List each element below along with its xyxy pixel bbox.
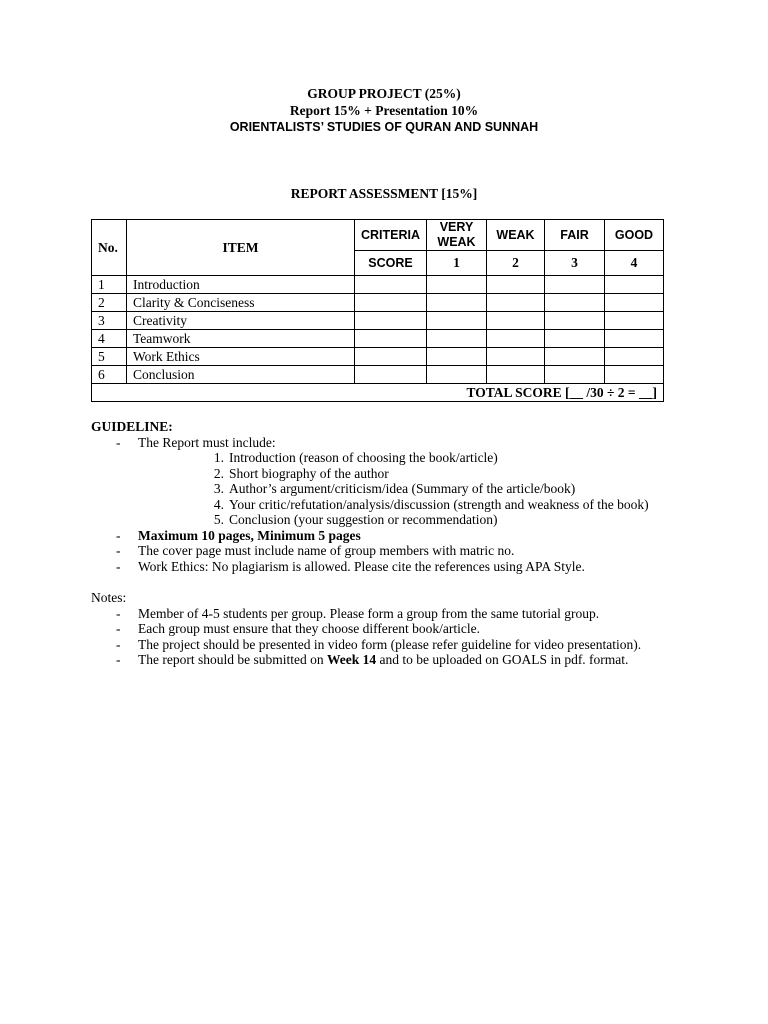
project-title: GROUP PROJECT (25%) xyxy=(307,86,461,101)
list-item xyxy=(91,450,731,466)
bullet-dash: - xyxy=(116,621,121,636)
table-row xyxy=(92,276,664,294)
project-weighting: Report 15% + Presentation 10% xyxy=(289,103,479,118)
bullet-dash: - xyxy=(116,636,121,652)
score-cell[interactable] xyxy=(545,330,605,348)
list-item xyxy=(91,497,731,513)
score-cell[interactable] xyxy=(487,348,545,366)
criteria-cell xyxy=(355,276,427,294)
table-row xyxy=(92,348,664,366)
score-value-4: 4 xyxy=(605,251,664,276)
row-number: 4 xyxy=(92,330,127,348)
table-row xyxy=(92,294,664,312)
note-text: The project should be presented in video form (please refer guideline for video presentation). xyxy=(138,636,642,652)
row-number: 2 xyxy=(92,294,127,312)
notes-title: Notes: xyxy=(91,590,127,605)
bullet-dash: - xyxy=(116,605,121,621)
score-value-2: 2 xyxy=(487,251,545,276)
row-number: 6 xyxy=(92,366,127,384)
criteria-cell xyxy=(355,330,427,348)
list-item xyxy=(91,621,731,637)
list-number: 5. xyxy=(213,512,224,527)
score-cell[interactable] xyxy=(427,330,487,348)
score-cell[interactable] xyxy=(545,312,605,330)
report-include-intro: The Report must include: xyxy=(138,434,276,450)
project-topic: ORIENTALISTS’ STUDIES OF QURAN AND SUNNAH xyxy=(229,120,539,134)
score-cell[interactable] xyxy=(605,294,664,312)
score-cell[interactable] xyxy=(427,312,487,330)
row-item: Teamwork xyxy=(127,330,355,348)
header-item: ITEM xyxy=(127,220,355,276)
total-score-row xyxy=(92,384,664,402)
score-value-1: 1 xyxy=(427,251,487,276)
submission-text-after: and to be uploaded on GOALS in pdf. format. xyxy=(376,652,629,667)
note-text: Each group must ensure that they choose different book/article. xyxy=(138,621,481,636)
list-text: Author’s argument/criticism/idea (Summary of the article/book) xyxy=(229,481,576,496)
score-cell[interactable] xyxy=(545,294,605,312)
list-item xyxy=(91,481,731,497)
row-number: 1 xyxy=(92,276,127,294)
header-level-weak: WEAK xyxy=(487,220,545,251)
notes-section xyxy=(91,590,731,668)
bullet-dash: - xyxy=(116,543,121,558)
list-text: Introduction (reason of choosing the book/article) xyxy=(229,450,498,465)
criteria-cell xyxy=(355,366,427,384)
submission-week: Week 14 xyxy=(326,652,377,667)
score-cell[interactable] xyxy=(545,276,605,294)
criteria-cell xyxy=(355,294,427,312)
submission-note xyxy=(138,652,628,668)
list-text: Your critic/refutation/analysis/discussion (strength and weakness of the book) xyxy=(229,496,649,512)
score-cell[interactable] xyxy=(427,348,487,366)
list-item xyxy=(91,637,731,653)
header-level-good: GOOD xyxy=(605,220,664,251)
score-cell[interactable] xyxy=(605,348,664,366)
score-cell[interactable] xyxy=(605,276,664,294)
list-item xyxy=(91,466,731,482)
row-item: Creativity xyxy=(127,312,355,330)
bullet-dash: - xyxy=(116,652,121,667)
row-item: Introduction xyxy=(127,276,355,294)
table-row xyxy=(92,312,664,330)
score-cell[interactable] xyxy=(605,312,664,330)
row-number: 3 xyxy=(92,312,127,330)
score-cell[interactable] xyxy=(605,366,664,384)
score-cell[interactable] xyxy=(487,312,545,330)
header-no: No. xyxy=(92,220,127,276)
assessment-rubric-table xyxy=(91,219,664,402)
page-limit-rule: Maximum 10 pages, Minimum 5 pages xyxy=(138,527,361,543)
guideline-section xyxy=(91,419,731,574)
guideline-title: GUIDELINE: xyxy=(91,419,173,434)
list-number: 2. xyxy=(213,465,224,481)
row-item: Conclusion xyxy=(127,366,355,384)
cover-page-rule: The cover page must include name of group members with matric no. xyxy=(138,543,515,558)
score-cell[interactable] xyxy=(545,348,605,366)
row-item: Clarity & Conciseness xyxy=(127,294,355,312)
header-score: SCORE xyxy=(355,251,427,276)
list-number: 4. xyxy=(213,496,224,512)
score-cell[interactable] xyxy=(487,294,545,312)
work-ethics-rule: Work Ethics: No plagiarism is allowed. Please cite the references using APA Style. xyxy=(138,558,585,574)
score-cell[interactable] xyxy=(545,366,605,384)
criteria-cell xyxy=(355,348,427,366)
total-score-label: TOTAL SCORE [__ /30 ÷ 2 = __] xyxy=(92,384,664,402)
list-number: 3. xyxy=(213,481,224,496)
score-cell[interactable] xyxy=(427,366,487,384)
score-cell[interactable] xyxy=(427,294,487,312)
list-text: Short biography of the author xyxy=(229,465,389,481)
score-cell[interactable] xyxy=(605,330,664,348)
list-text: Conclusion (your suggestion or recommendation) xyxy=(229,512,498,527)
header-level-very-weak: VERY WEAK xyxy=(427,220,487,251)
score-cell[interactable] xyxy=(487,366,545,384)
score-cell[interactable] xyxy=(487,330,545,348)
table-row xyxy=(92,366,664,384)
submission-text-before: The report should be submitted on xyxy=(138,652,327,667)
bullet-dash: - xyxy=(116,558,121,574)
bullet-dash: - xyxy=(116,434,121,450)
score-cell[interactable] xyxy=(487,276,545,294)
note-text: Member of 4-5 students per group. Please form a group from the same tutorial group. xyxy=(138,605,600,621)
assessment-title: REPORT ASSESSMENT [15%] xyxy=(290,186,478,201)
bullet-dash: - xyxy=(116,527,121,543)
list-number: 1. xyxy=(213,450,224,465)
score-value-3: 3 xyxy=(545,251,605,276)
row-item: Work Ethics xyxy=(127,348,355,366)
criteria-cell xyxy=(355,312,427,330)
score-cell[interactable] xyxy=(427,276,487,294)
list-item xyxy=(91,652,731,668)
header-criteria: CRITERIA xyxy=(355,220,427,251)
header-level-fair: FAIR xyxy=(545,220,605,251)
list-item xyxy=(91,606,731,622)
list-item xyxy=(91,512,731,528)
row-number: 5 xyxy=(92,348,127,366)
table-row xyxy=(92,330,664,348)
